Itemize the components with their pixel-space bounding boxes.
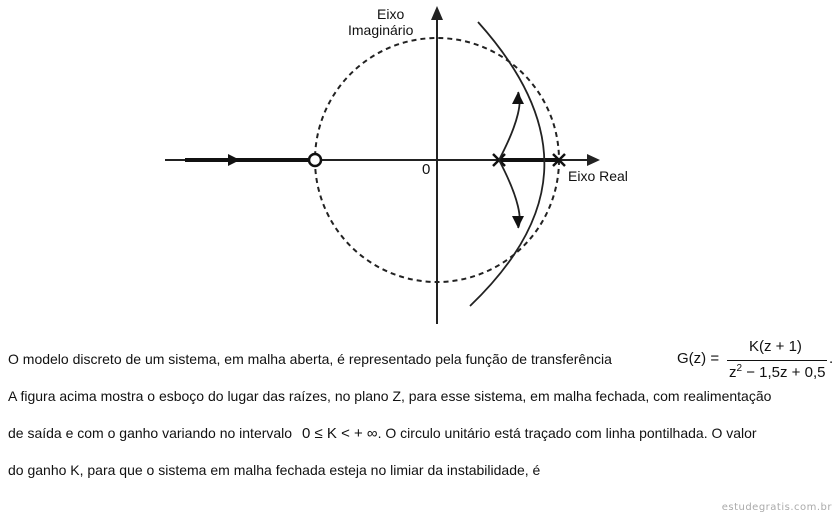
tf-denominator-z: z <box>729 364 737 381</box>
question-line-1-text: O modelo discreto de um sistema, em malha aberta, é representado pela função de transferência <box>8 351 612 367</box>
locus-upper-arrow <box>512 92 524 104</box>
tf-end-period: . <box>829 350 834 367</box>
gain-interval: 0 ≤ K < + ∞ <box>301 425 378 442</box>
question-line-3-end: . O circulo unitário está traçado com linha pontilhada. O valor <box>377 425 757 441</box>
real-axis-label: Eixo Real <box>568 168 628 184</box>
zero-marker <box>309 154 321 166</box>
tf-lhs: G(z) = <box>677 350 720 367</box>
real-axis-arrowhead <box>587 154 600 166</box>
question-line-3 <box>8 424 757 443</box>
tf-fraction-bar <box>727 360 827 361</box>
transfer-function <box>677 338 837 382</box>
tf-numerator: K(z + 1) <box>749 338 802 355</box>
question-line-3-start: de saída e com o ganho variando no intervalo <box>8 425 293 441</box>
tf-denominator-rest: − 1,5z + 0,5 <box>742 364 826 381</box>
site-watermark: estudegratis.com.br <box>721 502 832 513</box>
imaginary-axis-label-line1: Eixo <box>377 6 405 22</box>
locus-complex-branch <box>470 22 544 306</box>
question-line-1 <box>8 350 612 368</box>
imaginary-axis-label-line2: Imaginário <box>348 22 414 38</box>
question-line-4: do ganho K, para que o sistema em malha fechada esteja no limiar da instabilidade, é <box>8 462 541 478</box>
imaginary-axis-arrowhead <box>431 6 443 20</box>
tf-denominator-exp: 2 <box>736 363 743 374</box>
locus-lower-arrow <box>512 216 524 228</box>
locus-left-arrow <box>228 154 240 166</box>
tf-denominator <box>729 363 825 381</box>
origin-label: 0 <box>422 161 431 178</box>
question-line-2: A figura acima mostra o esboço do lugar das raízes, no plano Z, para esse sistema, em malha fechada, com realimentação <box>8 388 772 404</box>
